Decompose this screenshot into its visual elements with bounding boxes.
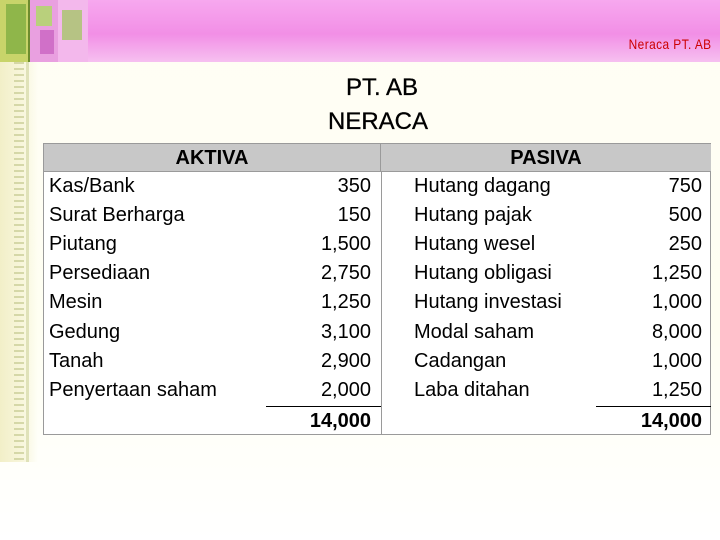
table-row: Kas/Bank 350 bbox=[49, 175, 371, 197]
slide-title: Neraca PT. AB bbox=[629, 36, 712, 52]
table-row: Hutang obligasi 1,250 bbox=[414, 262, 702, 284]
column-divider bbox=[381, 172, 382, 435]
table-row: Tanah 2,900 bbox=[49, 350, 371, 372]
table-row: Mesin 1,250 bbox=[49, 291, 371, 313]
pasiva-total: 14,000 bbox=[640, 410, 702, 432]
table-row: Hutang pajak 500 bbox=[414, 204, 702, 226]
table-row: Piutang 1,500 bbox=[49, 233, 371, 255]
table-row: Modal saham 8,000 bbox=[414, 321, 702, 343]
report-heading: NERACA bbox=[327, 108, 429, 135]
left-decorative-strip bbox=[0, 62, 38, 462]
corner-decoration bbox=[0, 0, 88, 62]
top-decorative-band bbox=[0, 0, 720, 62]
table-row: Hutang dagang 750 bbox=[414, 175, 702, 197]
pasiva-header: PASIVA bbox=[381, 144, 711, 172]
aktiva-total: 14,000 bbox=[309, 410, 371, 432]
balance-sheet-table bbox=[43, 143, 711, 435]
aktiva-header: AKTIVA bbox=[44, 144, 381, 172]
table-row: Gedung 3,100 bbox=[49, 321, 371, 343]
table-row: Persediaan 2,750 bbox=[49, 262, 371, 284]
company-name: PT. AB bbox=[345, 74, 419, 101]
table-row: Surat Berharga 150 bbox=[49, 204, 371, 226]
table-row: Laba ditahan 1,250 bbox=[414, 379, 702, 401]
table-row: Hutang wesel 250 bbox=[414, 233, 702, 255]
table-row: Penyertaan saham 2,000 bbox=[49, 379, 371, 401]
table-row: Cadangan 1,000 bbox=[414, 350, 702, 372]
table-row: Hutang investasi 1,000 bbox=[414, 291, 702, 313]
